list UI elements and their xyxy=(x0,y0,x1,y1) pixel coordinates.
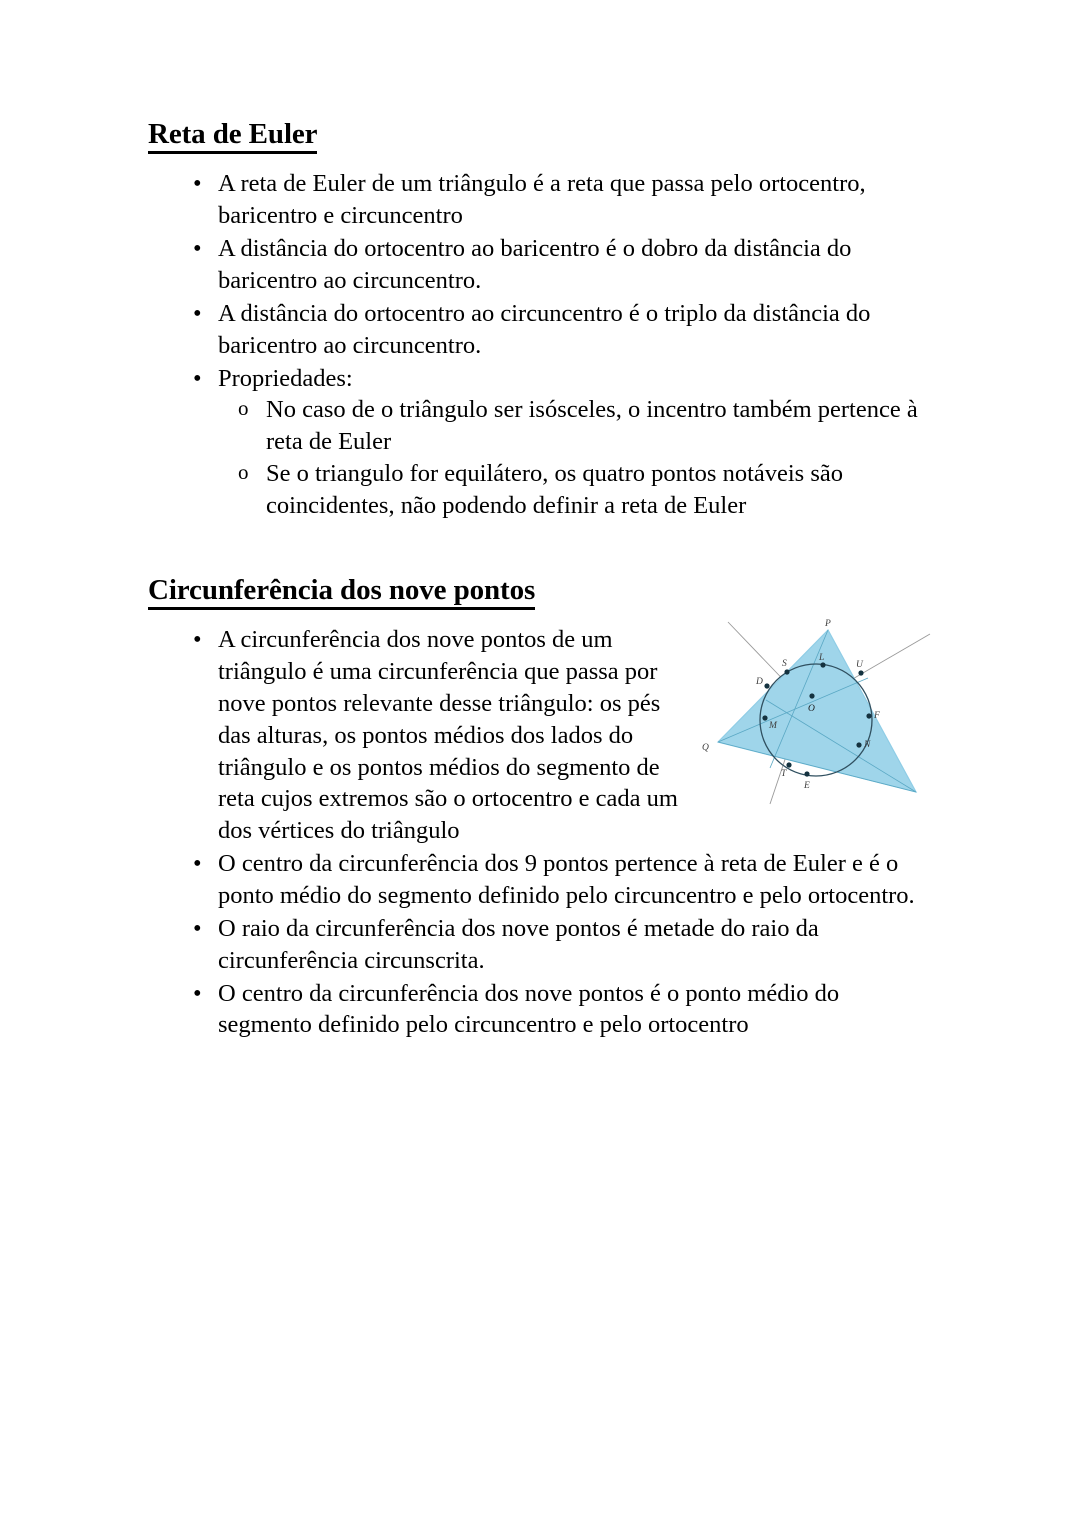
point-L xyxy=(820,662,825,667)
bullet-glyph: • xyxy=(193,914,202,942)
sub-bullet-glyph: o xyxy=(238,396,249,421)
nine-point-circle-figure xyxy=(692,608,940,806)
section-heading-wrap-euler xyxy=(148,118,938,154)
sub-list-item-text: No caso de o triângulo ser isósceles, o incentro também pertence à reta de Euler xyxy=(266,396,918,456)
list-item-text: O raio da circunferência dos nove pontos é metade do raio da circunferência circunscrita. xyxy=(218,914,819,974)
sub-bullet-list-propriedades xyxy=(218,394,938,521)
point-U xyxy=(858,670,863,675)
label-U: U xyxy=(856,660,863,670)
bullet-glyph: • xyxy=(193,364,202,392)
page-title-circunferencia-nove-pontos: Circunferência dos nove pontos xyxy=(148,574,535,610)
list-item-text: A circunferência dos nove pontos de um triângulo é uma circunferência que passa por nove pontos relevante desse triângulo: os pés das alturas, os pontos médios dos lados do triângulo e os pontos médios do segmento de reta cujos extremos são o ortocentro e cada um dos vértices do triângulo xyxy=(218,626,678,845)
list-item xyxy=(148,913,938,977)
section-heading-wrap-nove-pontos xyxy=(148,574,938,610)
document-content xyxy=(148,118,938,1042)
point-F xyxy=(866,713,871,718)
point-N xyxy=(856,742,861,747)
list-item xyxy=(148,363,938,522)
triangle-shape xyxy=(718,630,916,792)
list-item-text: O centro da circunferência dos nove pontos é o ponto médio do segmento definido pelo circuncentro e pelo ortocentro xyxy=(218,979,840,1039)
sub-list-item xyxy=(218,458,938,522)
bullet-glyph: • xyxy=(193,626,202,654)
bullet-glyph: • xyxy=(193,299,202,327)
bullet-glyph: • xyxy=(193,850,202,878)
list-item-text: Propriedades: xyxy=(218,364,353,392)
sub-bullet-glyph: o xyxy=(238,460,249,485)
list-item xyxy=(148,298,938,362)
point-D xyxy=(764,683,769,688)
list-item-text: A distância do ortocentro ao baricentro é o dobro da distância do baricentro ao circuncentro. xyxy=(218,235,852,294)
point-M xyxy=(762,715,767,720)
point-E xyxy=(804,771,809,776)
list-item xyxy=(148,848,938,912)
page-title-reta-de-euler: Reta de Euler xyxy=(148,118,317,154)
point-center xyxy=(809,693,814,698)
list-item-text: A reta de Euler de um triângulo é a reta que passa pelo ortocentro, baricentro e circuncentro xyxy=(218,170,866,230)
sub-list-item-text: Se o triangulo for equilátero, os quatro pontos notáveis são coincidentes, não podendo definir a reta de Euler xyxy=(266,460,843,519)
label-D: D xyxy=(756,677,763,687)
label-S: S xyxy=(782,659,787,669)
list-item xyxy=(148,168,938,232)
label-T: T xyxy=(781,769,787,779)
point-T xyxy=(786,762,791,767)
bullet-list-euler xyxy=(148,168,938,521)
label-E: E xyxy=(804,781,810,791)
label-P: P xyxy=(825,619,831,629)
list-item-text: A distância do ortocentro ao circuncentro é o triplo da distância do baricentro ao circuncentro. xyxy=(218,299,871,359)
list-item xyxy=(148,233,938,297)
label-Q: Q xyxy=(702,743,709,753)
bullet-glyph: • xyxy=(193,235,202,263)
label-N: N xyxy=(864,740,871,750)
label-M: M xyxy=(769,721,777,731)
label-F: F xyxy=(874,711,880,721)
sub-list-item xyxy=(218,394,938,458)
point-S xyxy=(784,669,789,674)
bullet-glyph: • xyxy=(193,170,202,198)
label-L: L xyxy=(819,653,825,663)
list-item xyxy=(148,978,938,1042)
list-item-text: O centro da circunferência dos 9 pontos pertence à reta de Euler e é o ponto médio do segmento definido pelo circuncentro e pelo ortocentro. xyxy=(218,850,915,909)
label-O: O xyxy=(808,704,815,714)
bullet-glyph: • xyxy=(193,979,202,1007)
